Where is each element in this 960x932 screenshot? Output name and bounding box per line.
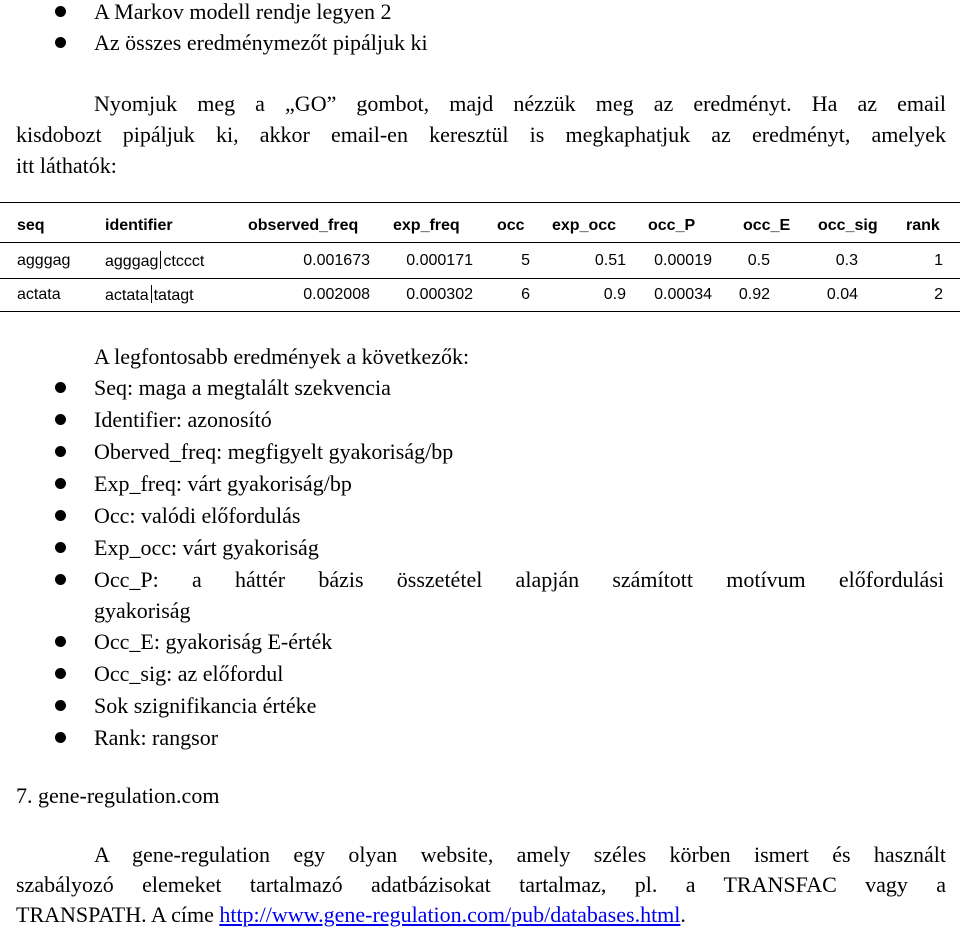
column-header: rank (906, 217, 940, 234)
bullet-icon (55, 37, 66, 48)
bullet-icon (55, 574, 66, 585)
closing-paragraph-line: A gene-regulation egy olyan website, amely széles körben ismert és használt (94, 842, 946, 867)
cell-observed-freq: 0.001673 (303, 252, 370, 269)
cell-occ-e: 0.92 (738, 286, 770, 303)
bullet-text: Seq: maga a megtalált szekvencia (94, 375, 391, 400)
separator-bar (160, 251, 161, 269)
cell-occ-p: 0.00019 (654, 252, 712, 269)
bullet-icon (55, 700, 66, 711)
databases-link[interactable]: http://www.gene-regulation.com/pub/databases.html (219, 902, 681, 927)
bullet-icon (55, 732, 66, 743)
closing-paragraph-line (16, 899, 946, 930)
bullet-text: Az összes eredménymezőt pipáljuk ki (94, 30, 428, 55)
section-heading: 7. gene-regulation.com (16, 783, 220, 808)
bullet-text: Occ_sig: az előfordul (94, 661, 284, 686)
bullet-icon (55, 446, 66, 457)
cell-occ-sig: 0.3 (835, 252, 858, 269)
intro-paragraph-line: Nyomjuk meg a „GO” gombot, majd nézzük meg az eredményt. Ha az email (94, 91, 946, 116)
list-item (0, 565, 960, 597)
list-item (0, 627, 960, 659)
bullet-icon (55, 6, 66, 17)
cell-exp-freq: 0.000171 (406, 252, 473, 269)
list-item (0, 0, 960, 29)
cell-seq: actata (17, 286, 61, 303)
bullet-text: Sok szignifikancia értéke (94, 693, 317, 718)
list-item (0, 28, 960, 60)
list-item (0, 469, 960, 501)
bullet-icon (55, 668, 66, 679)
bullet-text: gyakoriság (94, 598, 191, 623)
cell-identifier: actata tatagt (105, 287, 194, 304)
bullet-text: A Markov modell rendje legyen 2 (94, 0, 392, 24)
cell-rank: 2 (934, 286, 943, 303)
list-item-continuation (0, 596, 960, 628)
cell-rank: 1 (934, 252, 943, 269)
list-item (0, 533, 960, 565)
list-item (0, 659, 960, 691)
bullet-icon (55, 636, 66, 647)
bullet-icon (55, 478, 66, 489)
table-divider (0, 278, 960, 279)
column-header: exp_freq (393, 217, 460, 234)
bullet-text: Oberved_freq: megfigyelt gyakoriság/bp (94, 439, 454, 464)
cell-occ: 6 (521, 286, 530, 303)
cell-exp-occ: 0.9 (603, 286, 626, 303)
column-header: seq (17, 217, 45, 234)
column-header: occ_sig (818, 217, 878, 234)
cell-seq: agggag (17, 252, 71, 269)
closing-paragraph-line: szabályozó elemeket tartalmazó adatbázisokat tartalmaz, pl. a TRANSFAC vagy a (16, 872, 946, 897)
list-item (0, 373, 960, 405)
bullet-icon (55, 542, 66, 553)
cell-exp-freq: 0.000302 (406, 286, 473, 303)
bullet-text: Rank: rangsor (94, 725, 219, 750)
cell-occ-p: 0.00034 (654, 286, 712, 303)
column-header: occ (497, 217, 525, 234)
separator-bar (151, 285, 152, 303)
list-item (0, 723, 960, 755)
cell-occ-sig: 0.04 (826, 286, 858, 303)
bullet-text: Identifier: azonosító (94, 407, 272, 432)
bullet-text: Occ: valódi előfordulás (94, 503, 301, 528)
intro-paragraph-line: kisdobozt pipáljuk ki, akkor email-en keresztül is megkaphatjuk az eredményt, amelyek (16, 122, 946, 147)
column-header: identifier (105, 217, 173, 234)
column-header: occ_P (648, 217, 696, 234)
list-item (0, 437, 960, 469)
table-divider (0, 242, 960, 243)
cell-observed-freq: 0.002008 (303, 286, 370, 303)
bullet-text: Occ_E: gyakoriság E-érték (94, 629, 333, 654)
closing-text: TRANSPATH. A címe (16, 902, 220, 927)
table-divider (0, 311, 960, 312)
list-item (0, 405, 960, 437)
column-header: observed_freq (248, 217, 359, 234)
cell-occ: 5 (521, 252, 530, 269)
table-divider (0, 202, 960, 203)
bullet-icon (55, 510, 66, 521)
bullet-text: Exp_freq: várt gyakoriság/bp (94, 471, 352, 496)
bullet-text: Exp_occ: várt gyakoriság (94, 535, 319, 560)
list-item (0, 501, 960, 533)
closing-period: . (680, 902, 686, 927)
intro-paragraph-line: itt láthatók: (16, 153, 117, 178)
bullet-text: Occ_P: a háttér bázis összetétel alapján számított motívum előfordulási (94, 567, 944, 592)
cell-identifier: agggag ctccct (105, 253, 205, 270)
bullet-icon (55, 414, 66, 425)
cell-exp-occ: 0.51 (594, 252, 626, 269)
bullet-icon (55, 382, 66, 393)
results-intro: A legfontosabb eredmények a következők: (94, 344, 470, 369)
results-table (0, 202, 960, 312)
column-header: exp_occ (552, 217, 617, 234)
cell-occ-e: 0.5 (747, 252, 770, 269)
list-item (0, 691, 960, 723)
column-header: occ_E (743, 217, 791, 234)
